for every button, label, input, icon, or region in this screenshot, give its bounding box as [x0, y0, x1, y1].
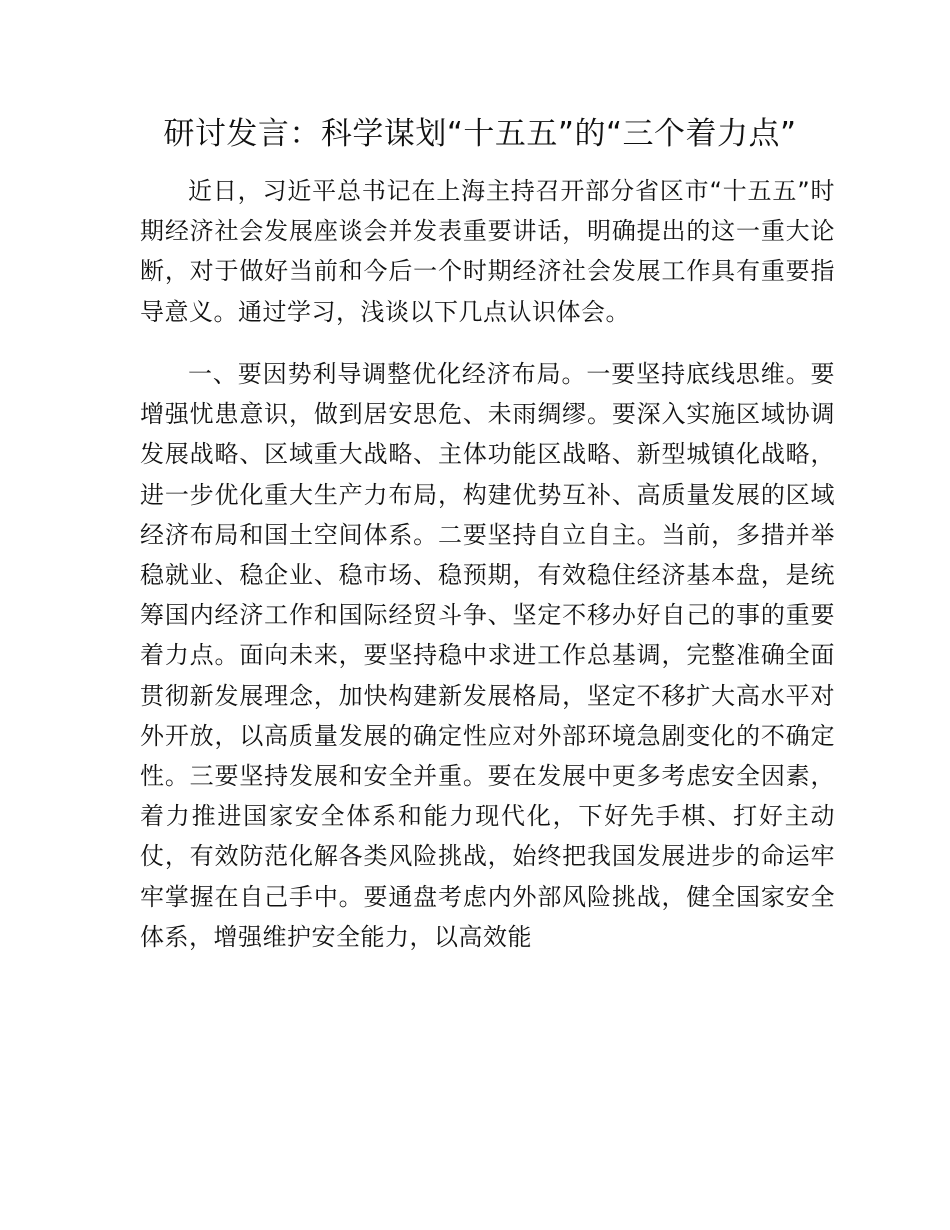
document-title: 研讨发言：科学谋划“十五五”的“三个着力点” [163, 116, 797, 152]
paragraph-section-one: 一、要因势利导调整优化经济布局。一要坚持底线思维。要增强忧患意识，做到居安思危、未雨绸缪。要深入实施区域协调发展战略、区域重大战略、主体功能区战略、新型城镇化战略，进一步优化重大生产力布局，构建优势互补、高质量发展的区域经济布局和国土空间体系。二要坚持自立自主。当前，多措并举稳就业、稳企业、稳市场、稳预期，有效稳住经济基本盘，是统筹国内经济工作和国际经贸斗争、坚定不移办好自己的事的重要着力点。面向未来，要坚持稳中求进工作总基调，完整准确全面贯彻新发展理念，加快构建新发展格局，坚定不移扩大高水平对外开放，以高质量发展的确定性应对外部环境急剧变化的不确定性。三要坚持发展和安全并重。要在发展中更多考虑安全因素，着力推进国家安全体系和能力现代化，下好先手棋、打好主动仗，有效防范化解各类风险挑战，始终把我国发展进步的命运牢牢掌握在自己手中。要通盘考虑内外部风险挑战，健全国家安全体系，增强维护安全能力，以高效能 [140, 360, 835, 951]
paragraph-intro: 近日，习近平总书记在上海主持召开部分省区市“十五五”时期经济社会发展座谈会并发表重要讲话，明确提出的这一重大论断，对于做好当前和今后一个时期经济社会发展工作具有重要指导意义。通过学习，浅谈以下几点认识体会。 [140, 177, 835, 326]
